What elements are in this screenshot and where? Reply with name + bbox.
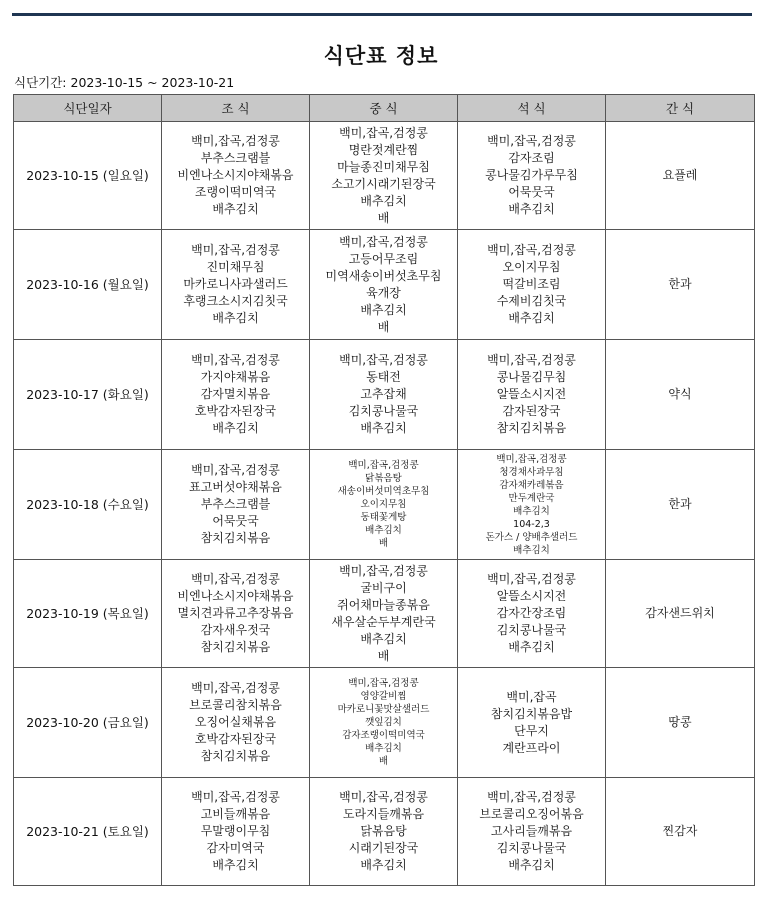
meal-period: 식단기간: 2023-10-15 ~ 2023-10-21 bbox=[14, 75, 235, 90]
menu-item: 배 bbox=[378, 756, 389, 767]
menu-item: 수제비김칫국 bbox=[496, 294, 567, 308]
menu-item: 백미,잡곡,검정콩 bbox=[348, 678, 419, 689]
menu-item: 참치김치볶음밥 bbox=[490, 706, 573, 721]
menu-item: 배 bbox=[377, 319, 390, 334]
menu-item: 백미,잡곡,검정콩 bbox=[191, 463, 280, 477]
menu-item: 배 bbox=[377, 210, 390, 225]
snack-cell bbox=[606, 340, 755, 450]
top-divider bbox=[12, 13, 752, 16]
table-row bbox=[14, 668, 755, 778]
menu-item: 백미,잡곡,검정콩 bbox=[487, 572, 576, 586]
menu-item: 참치김치볶음 bbox=[200, 531, 271, 545]
menu-item: 요플레 bbox=[662, 168, 698, 182]
menu-item: 마늘종진미채무침 bbox=[337, 159, 430, 174]
menu-item: 청경채사과무침 bbox=[499, 466, 564, 478]
menu-item: 깻잎김치 bbox=[365, 717, 402, 728]
menu-item: 동태전 bbox=[366, 370, 401, 384]
date-cell: 2023-10-17 (화요일) bbox=[14, 340, 162, 450]
menu-item: 배추김치 bbox=[508, 858, 555, 872]
menu-item: 백미,잡곡,검정콩 bbox=[191, 243, 280, 257]
menu-item: 새송이버섯미역초무침 bbox=[337, 486, 430, 497]
dinner-cell bbox=[458, 122, 606, 230]
menu-item: 부추스크램블 bbox=[200, 151, 271, 165]
table-row bbox=[14, 122, 755, 230]
menu-item: 배추김치 bbox=[513, 505, 550, 517]
menu-item: 배추김치 bbox=[360, 631, 407, 646]
menu-item: 닭볶음탕 bbox=[365, 473, 402, 484]
lunch-cell bbox=[310, 340, 458, 450]
menu-item: 배추김치 bbox=[508, 640, 555, 654]
menu-item: 고추잡채 bbox=[360, 387, 407, 401]
menu-item: 감자된장국 bbox=[502, 404, 561, 418]
menu-item: 백미,잡곡 bbox=[506, 689, 557, 704]
menu-item: 참치김치볶음 bbox=[200, 749, 271, 763]
menu-item: 땅콩 bbox=[668, 715, 692, 729]
menu-item: 배 bbox=[378, 538, 389, 549]
menu-item: 조랭이떡미역국 bbox=[194, 185, 277, 199]
menu-item: 참치김치볶음 bbox=[200, 640, 271, 654]
snack-cell bbox=[606, 122, 755, 230]
menu-item: 알뜰소시지전 bbox=[496, 387, 567, 401]
menu-item: 호박감자된장국 bbox=[194, 732, 277, 746]
header-snack: 간 식 bbox=[606, 95, 755, 122]
menu-item: 후랭크소시지김칫국 bbox=[183, 294, 288, 308]
header-lunch: 중 식 bbox=[310, 95, 458, 122]
meal-table bbox=[13, 94, 755, 886]
menu-item: 브로콜리참치볶음 bbox=[189, 698, 282, 712]
menu-item: 마카로니꽃맛살샐러드 bbox=[337, 704, 430, 715]
dinner-cell bbox=[458, 340, 606, 450]
menu-item: 무말랭이무침 bbox=[200, 824, 271, 838]
menu-item: 백미,잡곡,검정콩 bbox=[339, 234, 428, 249]
menu-item: 백미,잡곡,검정콩 bbox=[191, 681, 280, 695]
table-header-row bbox=[14, 95, 755, 122]
table-row bbox=[14, 778, 755, 886]
lunch-cell bbox=[310, 230, 458, 340]
header-breakfast: 조 식 bbox=[162, 95, 310, 122]
menu-item: 백미,잡곡,검정콩 bbox=[487, 790, 576, 804]
menu-item: 배추김치 bbox=[360, 302, 407, 317]
snack-cell bbox=[606, 560, 755, 668]
menu-item: 브로콜리오징어볶음 bbox=[479, 807, 584, 821]
menu-item: 단무지 bbox=[514, 723, 549, 738]
menu-item: 돈가스 / 양배추샐러드 bbox=[485, 531, 578, 543]
header-dinner: 석 식 bbox=[458, 95, 606, 122]
menu-item: 참치김치볶음 bbox=[496, 421, 567, 435]
menu-item: 고비들깨볶음 bbox=[200, 807, 271, 821]
dinner-cell bbox=[458, 450, 606, 560]
dinner-cell bbox=[458, 230, 606, 340]
breakfast-cell bbox=[162, 560, 310, 668]
menu-item: 진미채무침 bbox=[206, 260, 265, 274]
menu-item: 감자미역국 bbox=[206, 841, 265, 855]
menu-item: 104-2,3 bbox=[513, 518, 550, 530]
menu-item: 감자조랭이떡미역국 bbox=[342, 730, 425, 741]
menu-item: 김치콩나물국 bbox=[496, 623, 567, 637]
menu-item: 백미,잡곡,검정콩 bbox=[339, 353, 428, 367]
menu-item: 비엔나소시지야채볶음 bbox=[177, 168, 294, 182]
lunch-cell bbox=[310, 668, 458, 778]
menu-item: 오이지무침 bbox=[502, 260, 561, 274]
date-cell: 2023-10-18 (수요일) bbox=[14, 450, 162, 560]
menu-item: 떡갈비조림 bbox=[502, 277, 561, 291]
breakfast-cell bbox=[162, 340, 310, 450]
date-cell: 2023-10-16 (월요일) bbox=[14, 230, 162, 340]
menu-item: 백미,잡곡,검정콩 bbox=[487, 134, 576, 148]
menu-item: 육개장 bbox=[366, 285, 401, 300]
dinner-cell bbox=[458, 778, 606, 886]
menu-item: 콩나물김가루무침 bbox=[485, 168, 578, 182]
menu-item: 만두계란국 bbox=[508, 492, 555, 504]
table-row bbox=[14, 230, 755, 340]
menu-item: 배추김치 bbox=[508, 202, 555, 216]
menu-item: 소고기시래기된장국 bbox=[331, 176, 436, 191]
menu-item: 백미,잡곡,검정콩 bbox=[339, 125, 428, 140]
dinner-cell bbox=[458, 668, 606, 778]
menu-item: 시래기된장국 bbox=[348, 841, 419, 855]
snack-cell bbox=[606, 450, 755, 560]
menu-item: 배추김치 bbox=[360, 858, 407, 872]
menu-item: 멸치견과류고추장볶음 bbox=[177, 606, 294, 620]
breakfast-cell bbox=[162, 668, 310, 778]
lunch-cell bbox=[310, 450, 458, 560]
menu-item: 백미,잡곡,검정콩 bbox=[339, 790, 428, 804]
snack-cell bbox=[606, 668, 755, 778]
lunch-cell bbox=[310, 122, 458, 230]
lunch-cell bbox=[310, 778, 458, 886]
date-cell: 2023-10-21 (토요일) bbox=[14, 778, 162, 886]
menu-item: 배추김치 bbox=[360, 193, 407, 208]
table-row bbox=[14, 340, 755, 450]
menu-item: 한과 bbox=[668, 277, 692, 291]
menu-item: 감자샌드위치 bbox=[645, 606, 715, 620]
menu-item: 비엔나소시지야채볶음 bbox=[177, 589, 294, 603]
menu-item: 부추스크램블 bbox=[200, 497, 271, 511]
menu-item: 백미,잡곡,검정콩 bbox=[339, 563, 428, 578]
date-cell: 2023-10-19 (목요일) bbox=[14, 560, 162, 668]
snack-cell bbox=[606, 230, 755, 340]
menu-item: 감자간장조림 bbox=[496, 606, 567, 620]
table-row bbox=[14, 450, 755, 560]
menu-item: 도라지들깨볶음 bbox=[342, 807, 425, 821]
menu-item: 오이지무침 bbox=[360, 499, 407, 510]
menu-item: 고사리들깨볶음 bbox=[490, 824, 573, 838]
menu-item: 배추김치 bbox=[365, 743, 402, 754]
menu-item: 마카로니사과샐러드 bbox=[183, 277, 288, 291]
menu-item: 콩나물김무침 bbox=[496, 370, 567, 384]
menu-item: 배추김치 bbox=[212, 421, 259, 435]
menu-item: 배추김치 bbox=[360, 421, 407, 435]
menu-item: 백미,잡곡,검정콩 bbox=[496, 453, 567, 465]
menu-item: 배추김치 bbox=[212, 858, 259, 872]
menu-item: 감자조림 bbox=[508, 151, 555, 165]
menu-item: 배추김치 bbox=[212, 202, 259, 216]
dinner-cell bbox=[458, 560, 606, 668]
menu-item: 명란젓계란찜 bbox=[348, 142, 419, 157]
lunch-cell bbox=[310, 560, 458, 668]
header-date: 식단일자 bbox=[14, 95, 162, 122]
menu-item: 백미,잡곡,검정콩 bbox=[487, 243, 576, 257]
table-body bbox=[14, 122, 755, 886]
menu-item: 백미,잡곡,검정콩 bbox=[191, 790, 280, 804]
menu-item: 약식 bbox=[668, 387, 692, 401]
menu-item: 닭볶음탕 bbox=[360, 824, 407, 838]
breakfast-cell bbox=[162, 230, 310, 340]
menu-item: 동태꽃게탕 bbox=[360, 512, 407, 523]
menu-item: 미역새송이버섯초무침 bbox=[325, 268, 442, 283]
snack-cell bbox=[606, 778, 755, 886]
menu-item: 배추김치 bbox=[212, 311, 259, 325]
menu-item: 백미,잡곡,검정콩 bbox=[191, 353, 280, 367]
menu-item: 백미,잡곡,검정콩 bbox=[348, 460, 419, 471]
menu-item: 어묵뭇국 bbox=[212, 514, 259, 528]
menu-item: 감자새우젓국 bbox=[200, 623, 271, 637]
menu-item: 영양갈비찜 bbox=[360, 691, 407, 702]
menu-item: 쥐어채마늘종볶음 bbox=[337, 597, 430, 612]
breakfast-cell bbox=[162, 450, 310, 560]
menu-item: 배추김치 bbox=[365, 525, 402, 536]
page-title: 식단표 정보 bbox=[323, 44, 439, 68]
menu-item: 배추김치 bbox=[513, 544, 550, 556]
menu-item: 새우살순두부계란국 bbox=[331, 614, 436, 629]
menu-item: 김치콩나물국 bbox=[348, 404, 419, 418]
menu-item: 고등어무조림 bbox=[348, 251, 419, 266]
menu-item: 호박감자된장국 bbox=[194, 404, 277, 418]
menu-item: 한과 bbox=[668, 497, 692, 511]
menu-item: 계란프라이 bbox=[502, 740, 561, 755]
menu-item: 백미,잡곡,검정콩 bbox=[191, 134, 280, 148]
menu-item: 백미,잡곡,검정콩 bbox=[191, 572, 280, 586]
menu-item: 가지야채볶음 bbox=[200, 370, 271, 384]
menu-item: 배추김치 bbox=[508, 311, 555, 325]
menu-item: 감자멸치볶음 bbox=[200, 387, 271, 401]
menu-item: 표고버섯야채볶음 bbox=[189, 480, 282, 494]
menu-item: 김치콩나물국 bbox=[496, 841, 567, 855]
menu-item: 어묵뭇국 bbox=[508, 185, 555, 199]
menu-item: 배 bbox=[377, 648, 390, 663]
menu-item: 백미,잡곡,검정콩 bbox=[487, 353, 576, 367]
menu-item: 감자채카레볶음 bbox=[499, 479, 564, 491]
date-cell: 2023-10-15 (일요일) bbox=[14, 122, 162, 230]
menu-item: 찐감자 bbox=[662, 824, 698, 838]
menu-item: 굴비구이 bbox=[360, 580, 407, 595]
date-cell: 2023-10-20 (금요일) bbox=[14, 668, 162, 778]
breakfast-cell bbox=[162, 778, 310, 886]
menu-item: 오징어실채볶음 bbox=[194, 715, 277, 729]
menu-item: 알뜰소시지전 bbox=[496, 589, 567, 603]
breakfast-cell bbox=[162, 122, 310, 230]
table-row bbox=[14, 560, 755, 668]
